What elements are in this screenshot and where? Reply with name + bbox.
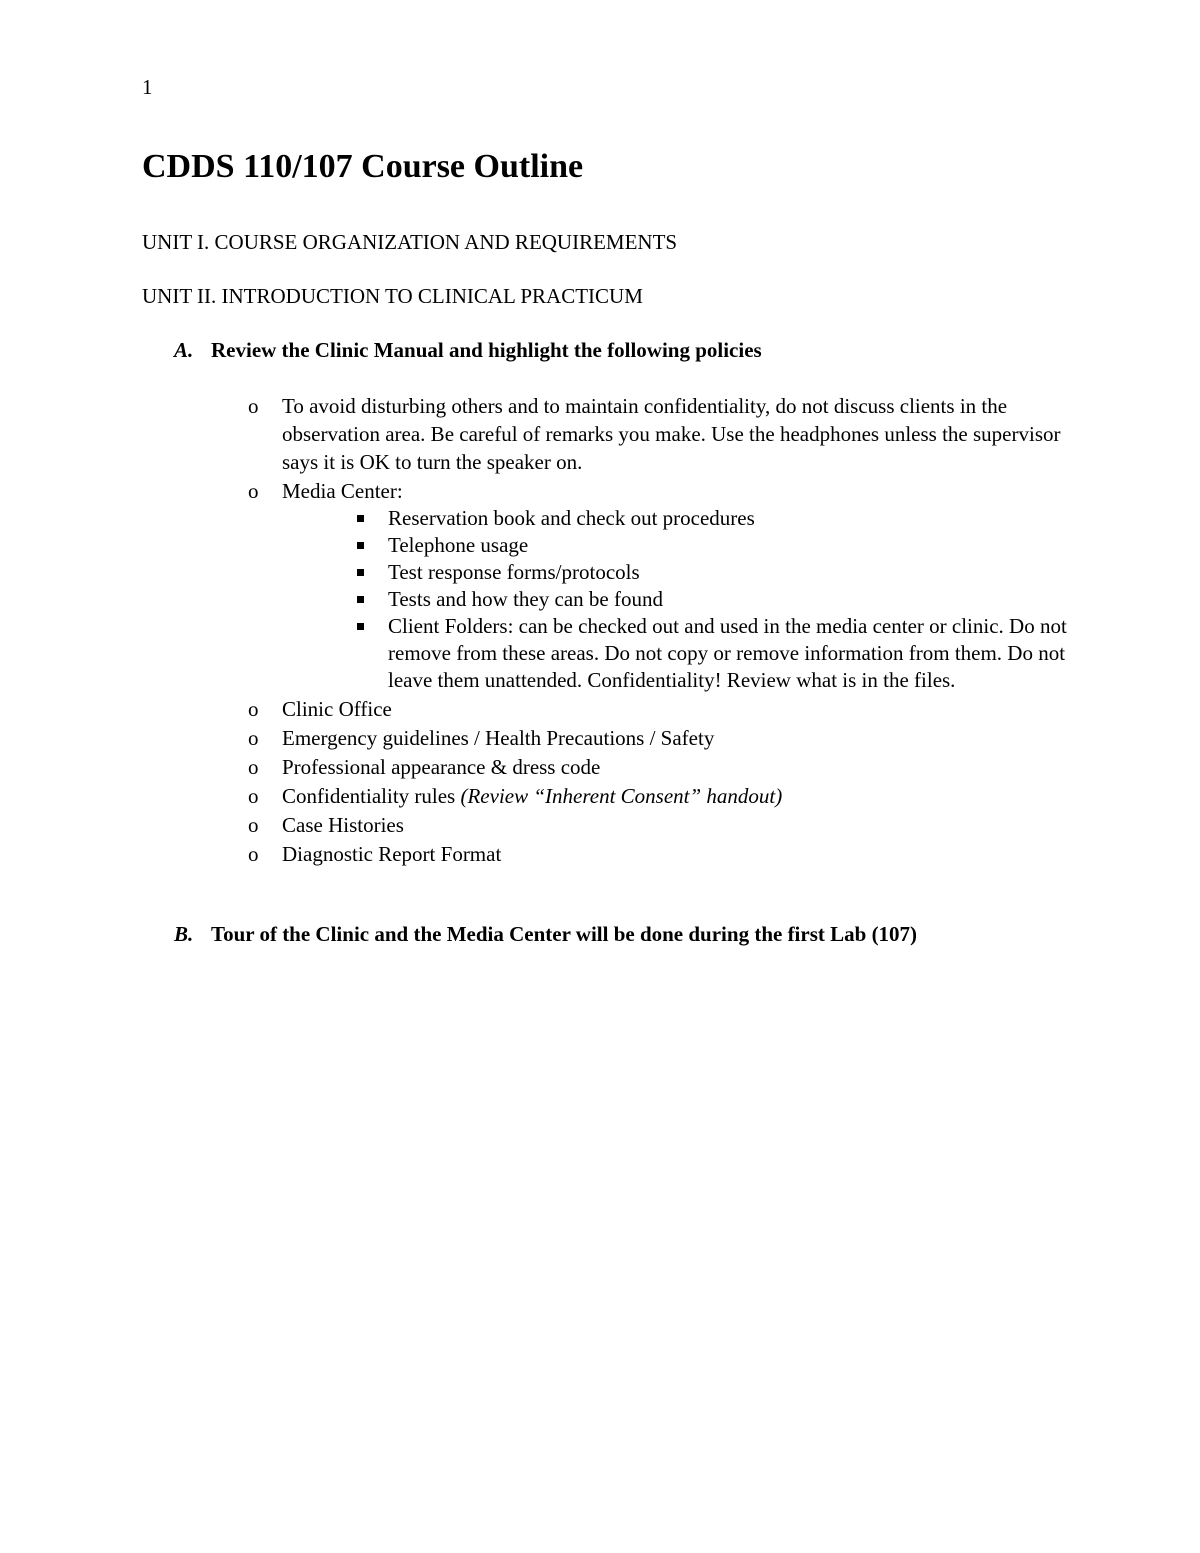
unit-1-heading: UNIT I. COURSE ORGANIZATION AND REQUIREMENTS <box>142 230 678 254</box>
list-item-media-center <box>246 477 1076 694</box>
circle-bullet-icon: o <box>248 755 259 779</box>
section-b-text: Tour of the Clinic and the Media Center will be done during the first Lab (107) <box>211 922 918 946</box>
circle-bullet-icon: o <box>248 784 259 808</box>
page-number: 1 <box>142 75 153 99</box>
sub-list-item-text: Tests and how they can be found <box>388 587 663 611</box>
list-item-text: Media Center: <box>282 479 403 503</box>
list-item-text: Diagnostic Report Format <box>282 842 502 866</box>
list-item <box>246 392 1076 476</box>
list-item <box>246 695 1076 723</box>
sub-list-item-text: Client Folders: can be checked out and used in the media center or clinic. Do not remove from these areas. Do not copy or remove information from them. Do not leave them unattended. Confidentiality! Review what is in the files. <box>388 614 1067 692</box>
policy-list <box>246 392 1076 868</box>
circle-bullet-icon: o <box>248 394 259 418</box>
list-item <box>246 724 1076 752</box>
section-a-text: Review the Clinic Manual and highlight the following policies <box>211 338 762 362</box>
list-item <box>246 840 1076 868</box>
list-item-text: Confidentiality rules <box>282 784 461 808</box>
circle-bullet-icon: o <box>248 697 259 721</box>
square-bullet-icon <box>357 569 364 576</box>
sub-list-item <box>282 505 1076 532</box>
circle-bullet-icon: o <box>248 726 259 750</box>
list-item <box>246 811 1076 839</box>
unit-2-heading: UNIT II. INTRODUCTION TO CLINICAL PRACTICUM <box>142 284 643 308</box>
sub-list-item-text: Test response forms/protocols <box>388 560 640 584</box>
list-item <box>246 782 1076 810</box>
circle-bullet-icon: o <box>248 842 259 866</box>
list-item-text: Professional appearance & dress code <box>282 755 601 779</box>
list-item-text: Emergency guidelines / Health Precautions / Safety <box>282 726 715 750</box>
square-bullet-icon <box>357 623 364 630</box>
circle-bullet-icon: o <box>248 479 259 503</box>
sub-list-item <box>282 613 1076 694</box>
section-a-letter: A. <box>174 338 194 362</box>
section-b-letter: B. <box>174 922 194 946</box>
section-b-heading <box>174 920 917 948</box>
section-a-heading <box>174 336 762 364</box>
list-item <box>246 753 1076 781</box>
sub-list-item <box>282 586 1076 613</box>
sub-list-item <box>282 532 1076 559</box>
media-center-sublist <box>282 505 1076 694</box>
list-item-text: Case Histories <box>282 813 404 837</box>
list-item-text: To avoid disturbing others and to maintain confidentiality, do not discuss clients in the observation area. Be careful of remarks you make. Use the headphones unless the supervisor says it is OK to turn the speaker on. <box>282 394 1061 474</box>
confidentiality-note: (Review “Inherent Consent” handout) <box>460 784 783 808</box>
square-bullet-icon <box>357 596 364 603</box>
circle-bullet-icon: o <box>248 813 259 837</box>
list-item-text: Clinic Office <box>282 697 392 721</box>
sub-list-item-text: Reservation book and check out procedures <box>388 506 755 530</box>
document-title: CDDS 110/107 Course Outline <box>142 148 584 185</box>
square-bullet-icon <box>357 515 364 522</box>
sub-list-item <box>282 559 1076 586</box>
sub-list-item-text: Telephone usage <box>388 533 529 557</box>
square-bullet-icon <box>357 542 364 549</box>
